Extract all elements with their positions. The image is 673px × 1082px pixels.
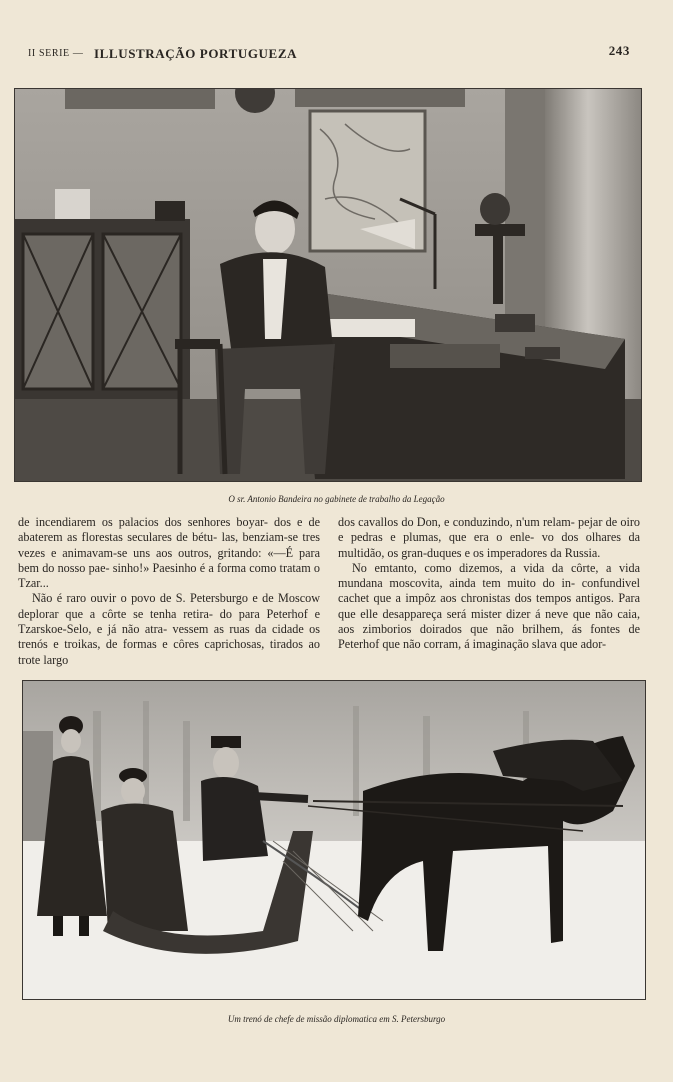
paragraph: Não é raro ouvir o povo de S. Petersburgo e de Moscow deplorar que a côrte se tenha retira- do para Peterhof e Tzarskoe-Selo, e já não atra- vessem as ruas da cidade os trenós e troikas, de formas e côres caprichosas, tirados ao trote largo — [18, 591, 320, 667]
page-header — [28, 43, 630, 66]
office-photo-image — [15, 89, 641, 481]
figure1-caption: O sr. Antonio Bandeira no gabinete de trabalho da Legação — [228, 494, 445, 504]
series-label: II SERIE — — [28, 48, 84, 59]
article-left-column — [18, 515, 320, 668]
paragraph: de incendiarem os palacios dos senhores boyar- dos e de abaterem as florestas seculares de bétu- las, benziam-se tres vezes e animavam-se uns aos outros, gritando: «—É para bem do nosso pae- sinho!» Paesinho é a forma como tratam o Tzar... — [18, 515, 320, 591]
magazine-title: ILLUSTRAÇÃO PORTUGUEZA — [94, 46, 298, 61]
article-right-column — [338, 515, 640, 653]
sleigh-photo — [22, 680, 646, 1000]
sleigh-photo-image — [23, 681, 645, 999]
page-number: 243 — [608, 43, 630, 58]
paragraph: dos cavallos do Don, e conduzindo, n'um relam- pejar de oiro e pedras e plumas, que era o enle- vo dos olhares da multidão, os gran-duques e os imperadores da Russia. — [338, 515, 640, 560]
figure2-caption: Um trenó de chefe de missão diplomatica em S. Petersburgo — [227, 1014, 446, 1024]
office-photo — [14, 88, 642, 482]
paragraph: No emtanto, como dizemos, a vida da côrte, a vida mundana moscovita, ainda tem muito do in- confundivel cachet que a impôz aos chronistas dos tempos antigos. Para que elle desappareça será mister dizer á neve que não caia, aos zimborios doirados que não brilhem, ás fontes de Peterhof que não corram, á imaginação slava que ador- — [338, 560, 640, 652]
